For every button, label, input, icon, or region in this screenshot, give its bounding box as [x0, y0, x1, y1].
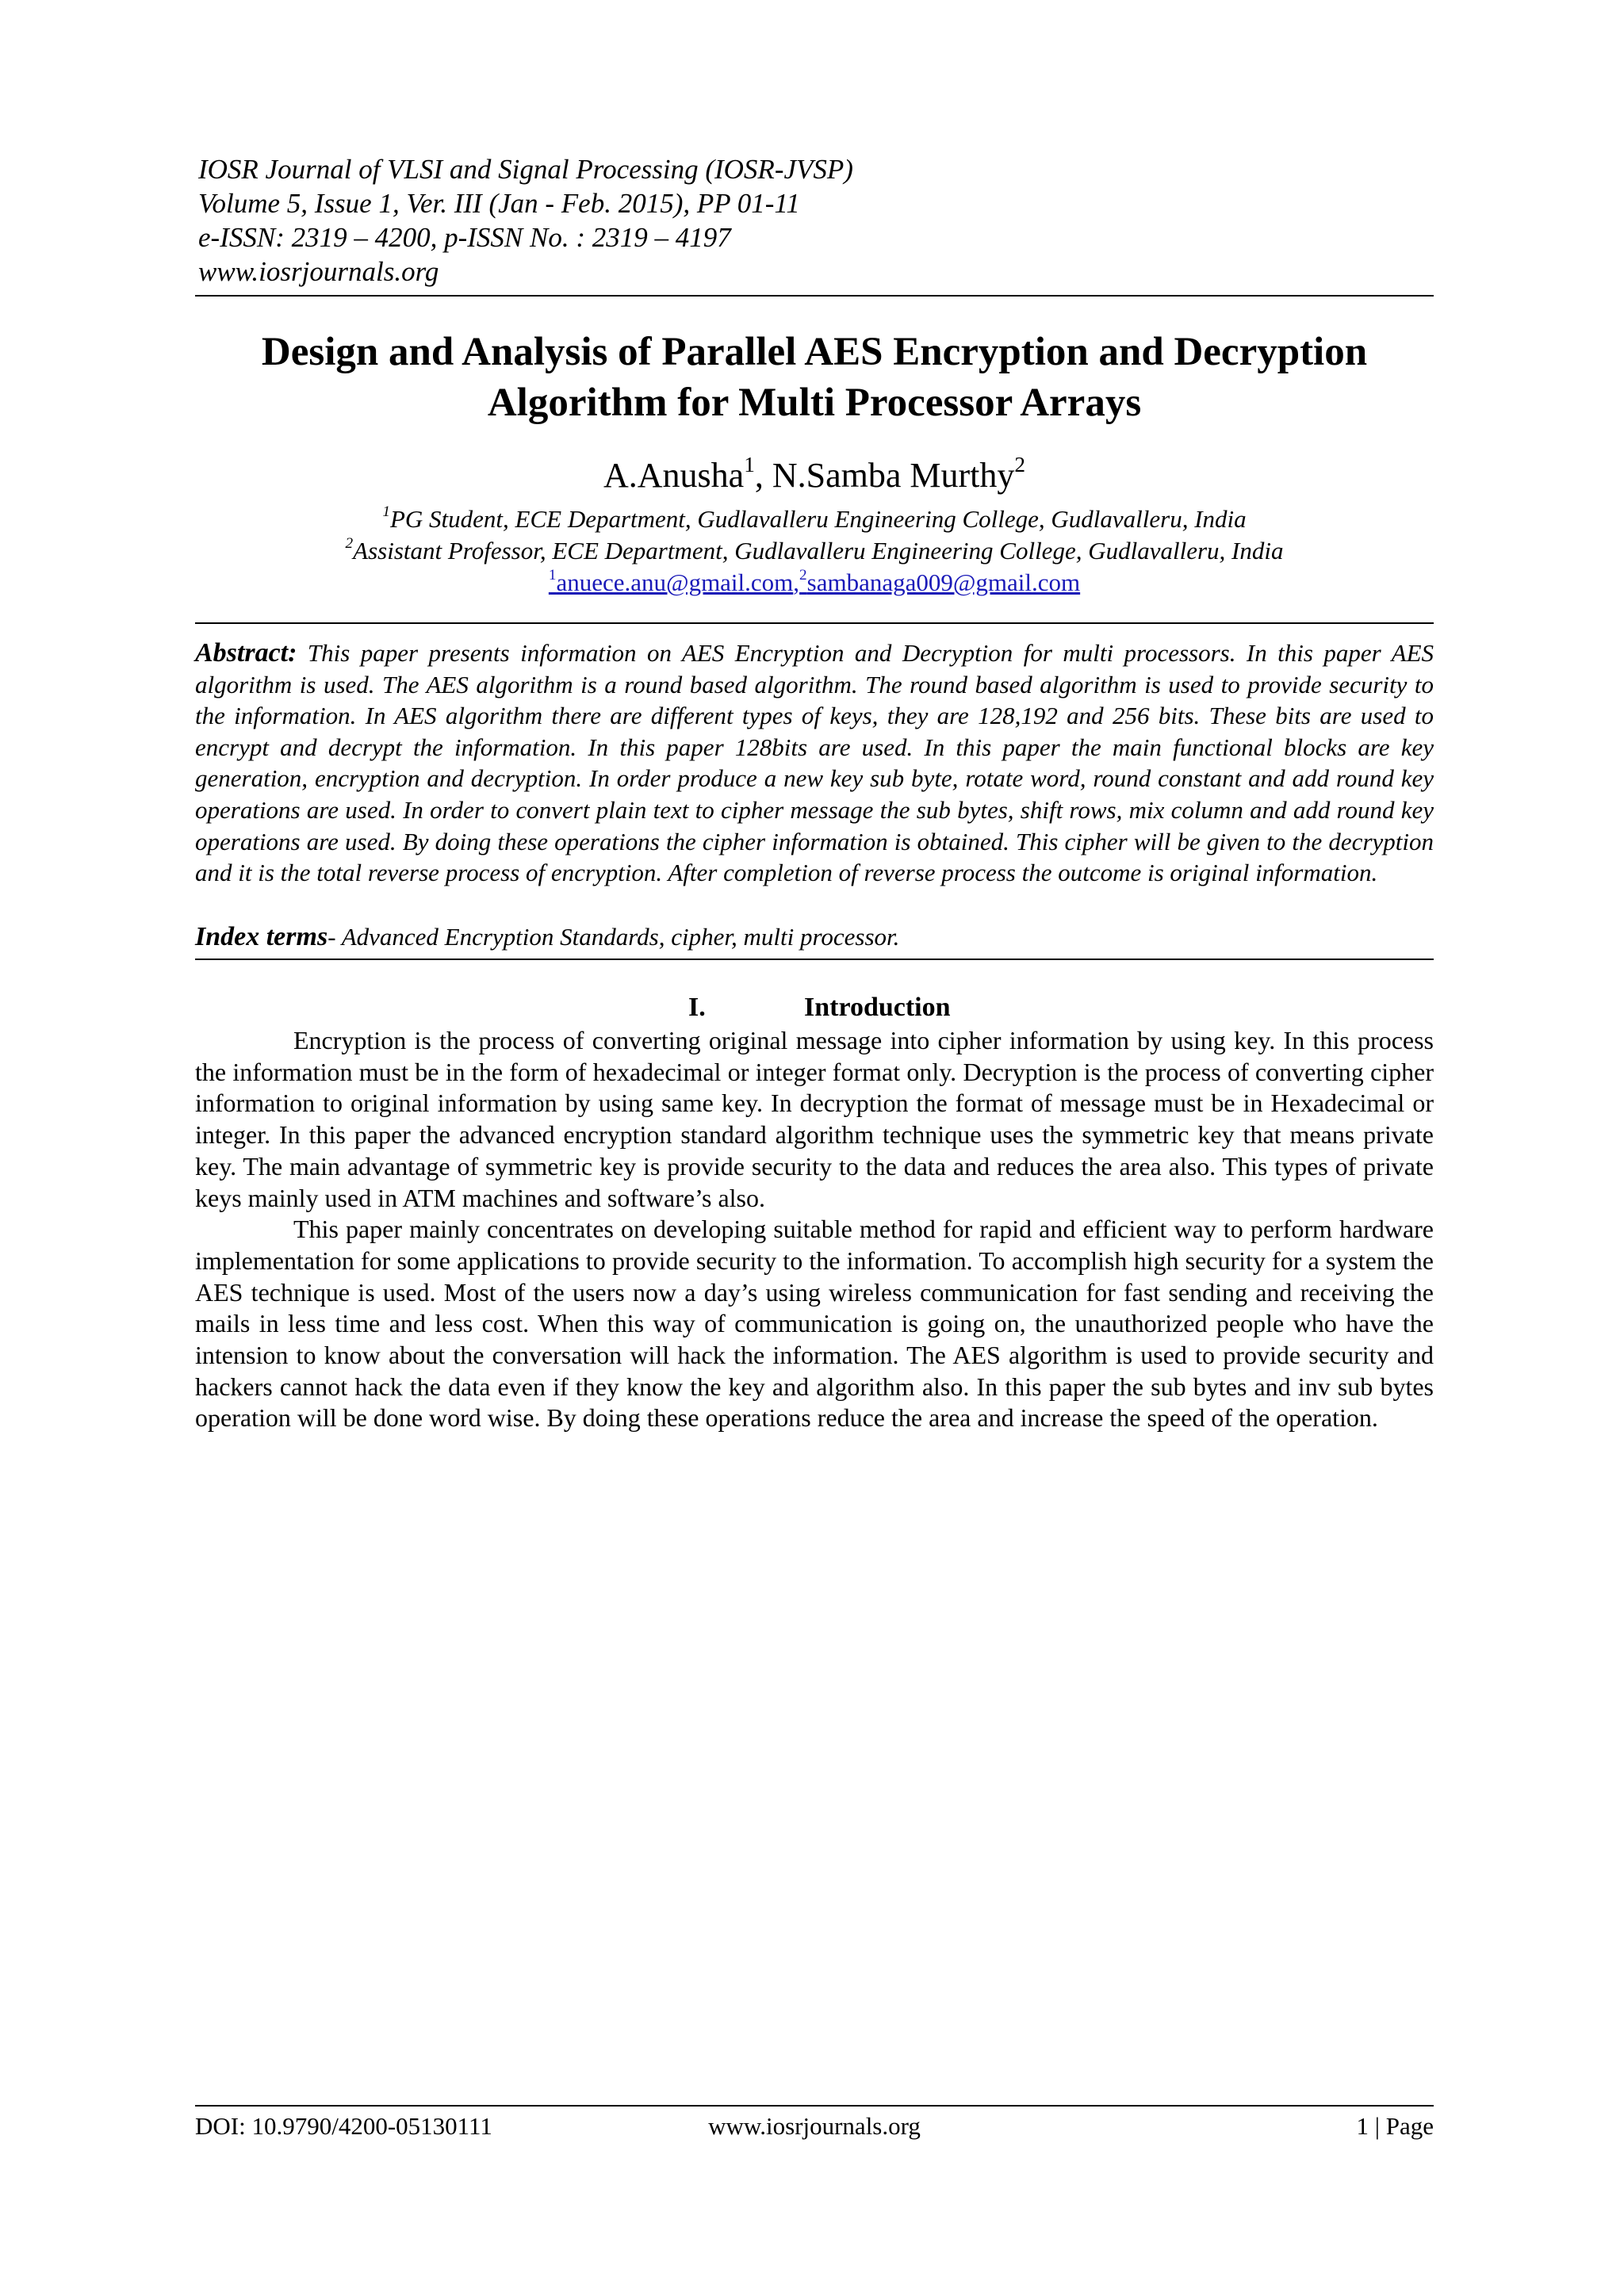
paragraph-1: Encryption is the process of converting original message into cipher information by using key. In this process the information must be in the form of hexadecimal or integer format only. Decryption is the process of converting cipher information to original information by using same key. In decryption the format of message must be in Hexadecimal or integer. In this paper the advanced encryption standard algorithm technique uses the symmetric key that means private key. The main advantage of symmetric key is provide security to the data and reduces the area also. This types of private keys mainly used in ATM machines and software’s also. — [195, 1026, 1434, 1212]
abstract-top-rule — [195, 622, 1434, 624]
author-2-name: N.Samba Murthy — [772, 456, 1015, 495]
title-line-2: Algorithm for Multi Processor Arrays — [487, 381, 1142, 425]
title-line-1: Design and Analysis of Parallel AES Encryption and Decryption — [261, 330, 1368, 374]
affiliation-1 — [195, 503, 1434, 535]
author-1-marker: 1 — [744, 453, 755, 477]
abstract-label: Abstract: — [195, 638, 297, 668]
affiliation-2-text: Assistant Professor, ECE Department, Gudlavalleru Engineering College, Gudlavalleru, India — [353, 537, 1284, 564]
paper-title — [195, 327, 1434, 428]
author-1-name: A.Anusha — [603, 456, 745, 495]
abstract-text: This paper presents information on AES Encryption and Decryption for multi processors. In this paper AES algorithm is used. The AES algorithm is a round based algorithm. The round based algorithm is used to provide security to the information. In AES algorithm there are different types of keys, they are 128,192 and 256 bits. These bits are used to encrypt and decrypt the information. In this paper 128bits are used. In this paper the main functional blocks are key generation, encryption and decryption. In order produce a new key sub byte, rotate word, round constant and add round key operations are used. In order to convert plain text to cipher message the sub bytes, shift rows, mix column and add round key operations are used. By doing these operations the cipher information is obtained. This cipher will be given to the decryption and it is the total reverse process of encryption. After completion of reverse process the outcome is original information. — [195, 639, 1434, 887]
volume-info: Volume 5, Issue 1, Ver. III (Jan - Feb. 2015), PP 01-11 — [198, 188, 800, 219]
email-1-marker: 1 — [548, 567, 557, 584]
email-2-text: sambanaga009@gmail.com — [806, 568, 1081, 596]
issn-info: e-ISSN: 2319 – 4200, p-ISSN No. : 2319 – 4197 — [198, 222, 731, 253]
author-separator: , — [754, 456, 772, 495]
email-2-link[interactable] — [799, 568, 1080, 596]
section-title: Introduction — [804, 993, 951, 1022]
email-1-link[interactable] — [549, 568, 793, 596]
header-divider — [195, 295, 1434, 297]
journal-website: www.iosrjournals.org — [198, 256, 439, 287]
index-terms-text: - Advanced Encryption Standards, cipher, multi processor. — [327, 923, 900, 951]
email-2-marker: 2 — [799, 567, 807, 584]
author-list — [195, 455, 1434, 496]
affiliation-2 — [195, 535, 1434, 567]
page-footer — [195, 2110, 1434, 2145]
author-2-marker: 2 — [1014, 453, 1025, 477]
email-separator: , — [793, 568, 800, 596]
footer-divider — [195, 2105, 1434, 2107]
abstract — [195, 637, 1434, 889]
author-emails — [195, 567, 1434, 599]
journal-name: IOSR Journal of VLSI and Signal Processing (IOSR-JVSP) — [198, 154, 853, 185]
email-1-text: anuece.anu@gmail.com — [556, 568, 794, 596]
journal-header — [198, 152, 1434, 289]
affiliation-2-marker: 2 — [345, 535, 354, 553]
affiliation-1-text: PG Student, ECE Department, Gudlavalleru Engineering College, Gudlavalleru, India — [389, 505, 1247, 533]
section-number: I. — [688, 993, 706, 1022]
index-terms-label: Index terms — [195, 922, 328, 951]
index-terms — [195, 921, 1434, 953]
footer-website: www.iosrjournals.org — [708, 2112, 921, 2140]
page-number: 1 | Page — [1356, 2112, 1434, 2140]
paragraph-2: This paper mainly concentrates on developing suitable method for rapid and efficient way to perform hardware implementation for some applications to provide security to the information. To accomplish high security for a system the AES technique is used. Most of the users now a day’s using wireless communication for fast sending and receiving the mails in less time and less cost. When this way of communication is going on, the unauthorized people who have the intension to know about the conversation will hack the information. The AES algorithm is used to provide security and hackers cannot hack the data even if they know the key and algorithm also. In this paper the sub bytes and inv sub bytes operation will be done word wise. By doing these operations reduce the area and increase the speed of the operation. — [195, 1215, 1434, 1433]
footer-doi: DOI: 10.9790/4200-05130111 — [195, 2112, 492, 2140]
abstract-bottom-rule — [195, 959, 1434, 960]
section-body — [195, 1025, 1434, 1434]
affiliation-1-marker: 1 — [382, 503, 390, 521]
